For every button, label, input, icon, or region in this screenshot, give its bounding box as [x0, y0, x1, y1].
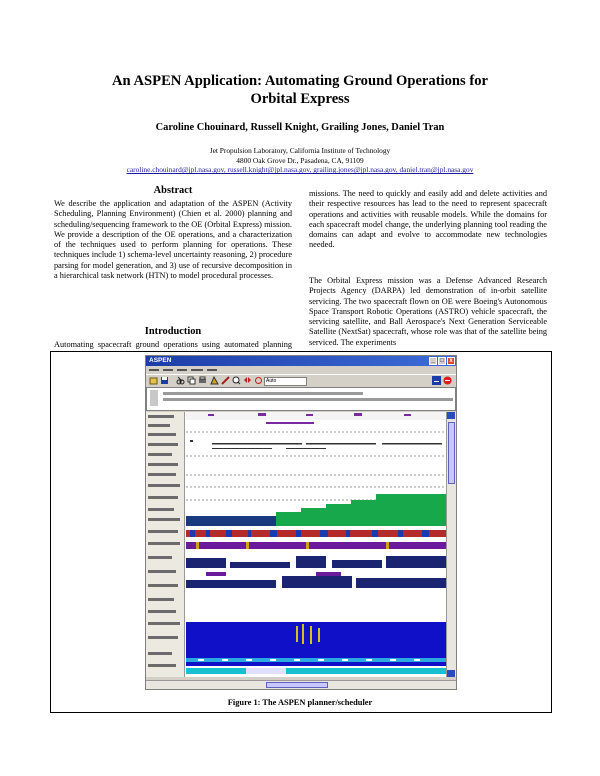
message-line — [163, 398, 453, 401]
close-icon[interactable]: x — [447, 357, 455, 365]
row-label — [148, 443, 178, 446]
print-icon[interactable] — [198, 376, 207, 385]
row-label — [148, 518, 180, 521]
menu-bar — [146, 366, 456, 374]
view-select[interactable]: Auto — [264, 377, 307, 386]
row-label — [148, 433, 176, 436]
window-title-bar — [146, 356, 456, 366]
save-icon[interactable] — [160, 376, 169, 385]
window-minimize-icon[interactable] — [432, 376, 441, 385]
row-label — [148, 473, 176, 476]
zoom-in-icon[interactable] — [232, 376, 241, 385]
row-label — [148, 652, 172, 655]
copy-icon[interactable] — [187, 376, 196, 385]
row-label — [148, 508, 174, 511]
cut-icon[interactable] — [176, 376, 185, 385]
timeline-row-labels — [146, 412, 185, 677]
open-icon[interactable] — [149, 376, 158, 385]
affiliation — [60, 146, 540, 175]
message-pane — [146, 387, 456, 411]
row-label — [148, 496, 178, 499]
aspen-screenshot — [145, 355, 457, 690]
row-label — [148, 622, 180, 625]
maximize-icon[interactable]: □ — [438, 357, 446, 365]
author-list: Caroline Chouinard, Russell Knight, Grailing Jones, Daniel Tran — [155, 122, 445, 133]
toolbar — [146, 374, 456, 388]
paper-title — [70, 72, 530, 108]
horizontal-scrollbar[interactable] — [146, 680, 456, 689]
affiliation-institution: Jet Propulsion Laboratory, California Institute of Technology — [209, 146, 391, 155]
scroll-thumb[interactable] — [266, 682, 328, 688]
row-label — [148, 542, 180, 545]
window-title: ASPEN — [149, 357, 172, 364]
affiliation-address: 4800 Oak Grove Dr., Pasadena, CA, 91109 — [236, 155, 364, 165]
repair-icon[interactable] — [221, 376, 230, 385]
minimize-icon[interactable]: _ — [429, 357, 437, 365]
scroll-thumb[interactable] — [448, 422, 455, 484]
window-controls — [429, 357, 455, 365]
title-line-1: An ASPEN Application: Automating Ground Operations for — [112, 73, 488, 89]
menu-items-illegible — [149, 366, 449, 374]
vertical-scrollbar[interactable] — [446, 412, 456, 677]
row-label — [148, 463, 178, 466]
pane-gutter — [150, 390, 158, 406]
row-label — [148, 424, 170, 427]
scheduler-icon[interactable] — [210, 376, 219, 385]
row-label — [148, 610, 176, 613]
row-label — [148, 453, 172, 456]
refresh-icon[interactable] — [254, 376, 263, 385]
abstract-heading: Abstract — [153, 185, 193, 196]
row-label — [148, 598, 174, 601]
row-label — [148, 584, 178, 587]
intro-para-2: The Orbital Express mission was a Defense Advanced Research Projects Agency (DARPA) led demonstration of in-orbit satellite servicing. The two spacecraft flown on OE were Boeing's Autonomous Space Transport Robotic Operations (ASTRO) vehicle spacecraft, the servicing satellite, and Ball Aerospace's Next Generation Serviceable Satellite (NextSat) spacecraft, whose role was that of the satellite being serviced. The experiments — [309, 276, 547, 347]
row-label — [148, 484, 180, 487]
author-emails[interactable]: caroline.chouinard@jpl.nasa.gov, russell.knight@jpl.nasa.gov, grailing.jones@jpl.nasa.gov, daniel.tran@jpl.nasa.gov — [126, 165, 474, 175]
row-label — [148, 664, 176, 667]
abstract-body: We describe the application and adaptation of the ASPEN (Activity Scheduling, Planning Environment) (Chien et al. 2000) planning and scheduling/sequencing framework to the OE (Orbital Express) mission. We provide a description of the OE operations, and a characterization of the techniques used to perform planning for operations. These techniques include 1) schema-level uncertainty reasoning, 2) procedure parsing for model generation, and 3) use of recursive decomposition in a hierarchical task network (HTN) to model procedural processes. — [54, 199, 292, 281]
intro-para-1: missions. The need to quickly and easily add and delete activities and their respective resources has lead to the need to represent spacecraft operations and activities with reusable models. While the domains for each spacecraft model change, the underlying planning tool reading the domains can adapt and evolve to accommodate new technologies needed. — [309, 189, 547, 250]
row-label — [148, 530, 178, 533]
scroll-down-icon[interactable] — [447, 670, 455, 677]
introduction-body: Automating spacecraft ground operations using automated planning — [54, 340, 292, 349]
message-line — [163, 392, 363, 395]
introduction-heading: Introduction — [144, 326, 202, 337]
arrows-icon[interactable] — [243, 376, 252, 385]
timeline-view — [146, 412, 446, 677]
row-label — [148, 570, 176, 573]
figure-caption: Figure 1: The ASPEN planner/scheduler — [227, 698, 373, 707]
timeline-tracks[interactable] — [186, 412, 446, 677]
row-label — [148, 415, 174, 418]
row-label — [148, 556, 172, 559]
scroll-up-icon[interactable] — [447, 412, 455, 419]
title-line-2: Orbital Express — [250, 91, 350, 107]
stop-icon[interactable] — [443, 376, 452, 385]
row-label — [148, 636, 178, 639]
